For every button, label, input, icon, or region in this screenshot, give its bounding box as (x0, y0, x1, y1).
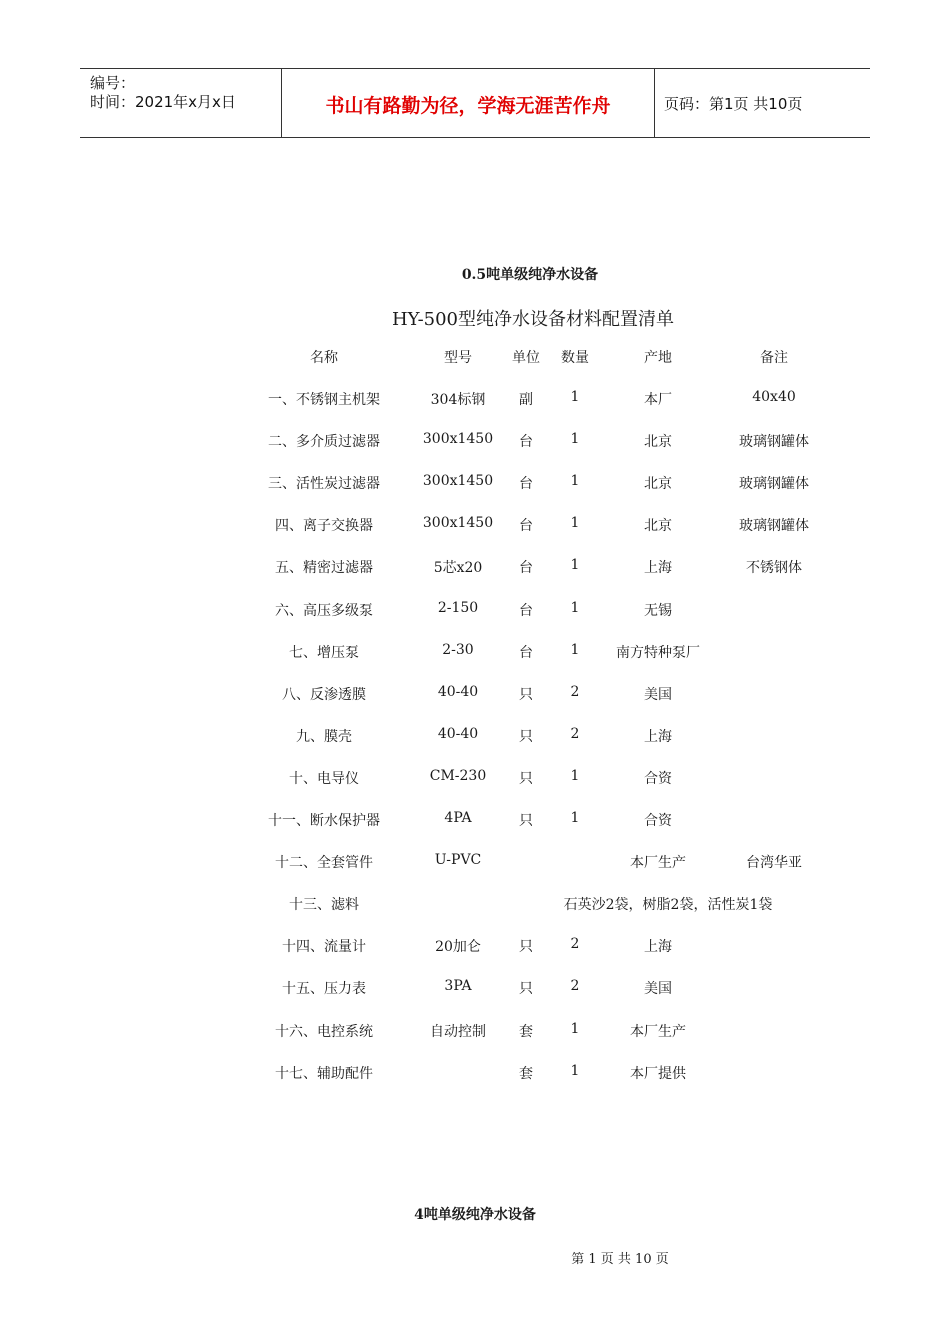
table-cell-quantity: 1 (570, 810, 580, 826)
table-cell-origin: 本厂 (644, 392, 672, 408)
table-cell-origin: 北京 (644, 476, 672, 492)
table-cell-name: 十三、滤料 (289, 897, 359, 913)
table-cell-name: 四、离子交换器 (275, 518, 373, 534)
table-cell-origin: 美国 (644, 687, 672, 703)
table-cell-name: 十一、断水保护器 (268, 813, 380, 829)
table-cell-quantity: 1 (570, 431, 580, 447)
header-meta-cell (80, 69, 282, 137)
table-cell-origin: 南方特种泵厂 (616, 645, 700, 661)
header-page-number: 页码：第1页 共10页 (664, 95, 803, 113)
table-cell-unit: 台 (519, 645, 533, 661)
table-cell-quantity: 2 (570, 726, 580, 742)
table-cell-origin: 美国 (644, 981, 672, 997)
page-header (80, 68, 870, 138)
table-cell-name: 十四、流量计 (282, 939, 366, 955)
table-cell-unit: 只 (519, 939, 533, 955)
table-cell-name: 三、活性炭过滤器 (268, 476, 380, 492)
table-cell-name: 十、电导仪 (289, 771, 359, 787)
table-cell-quantity: 1 (570, 642, 580, 658)
header-page-cell (655, 69, 870, 137)
table-cell-unit: 只 (519, 771, 533, 787)
table-cell-origin: 上海 (644, 939, 672, 955)
table-cell-origin: 本厂生产 (630, 855, 686, 871)
table-cell-origin: 本厂提供 (630, 1066, 686, 1082)
next-section-title: 4吨单级纯净水设备 (414, 1207, 536, 1223)
column-header-name: 名称 (310, 350, 338, 366)
table-cell-origin: 北京 (644, 518, 672, 534)
page-footer: 第 1 页 共 10 页 (571, 1252, 669, 1267)
table-cell-origin: 上海 (644, 729, 672, 745)
table-cell-model: 4PA (444, 810, 472, 826)
table-cell-model: U-PVC (434, 852, 482, 868)
column-header-model: 型号 (444, 350, 472, 366)
table-cell-name: 十五、压力表 (282, 981, 366, 997)
table-cell-note: 台湾华亚 (746, 855, 802, 871)
section-title: 0.5吨单级纯净水设备 (461, 267, 599, 283)
table-cell-unit: 台 (519, 518, 533, 534)
document-number-label: 编号： (90, 74, 136, 92)
table-cell-origin: 北京 (644, 434, 672, 450)
table-cell-unit: 台 (519, 603, 533, 619)
table-cell-unit: 只 (519, 729, 533, 745)
table-cell-name: 八、反渗透膜 (282, 687, 366, 703)
column-header-unit: 单位 (512, 350, 540, 366)
table-cell-unit: 副 (519, 392, 533, 408)
table-cell-unit: 台 (519, 476, 533, 492)
table-cell-name: 七、增压泵 (289, 645, 359, 661)
list-title: HY-500型纯净水设备材料配置清单 (391, 309, 675, 330)
table-cell-model: 5芯x20 (433, 560, 483, 576)
table-cell-quantity: 1 (570, 557, 580, 573)
table-cell-unit: 台 (519, 434, 533, 450)
table-cell-filter-note: 石英沙2袋，树脂2袋，活性炭1袋 (563, 897, 773, 913)
column-header-origin: 产地 (644, 350, 672, 366)
table-cell-name: 十七、辅助配件 (275, 1066, 373, 1082)
table-cell-unit: 套 (519, 1066, 533, 1082)
table-cell-note: 玻璃钢罐体 (739, 476, 809, 492)
table-cell-model: 300x1450 (422, 473, 494, 489)
column-header-note: 备注 (760, 350, 788, 366)
table-cell-quantity: 1 (570, 1021, 580, 1037)
table-cell-name: 一、不锈钢主机架 (268, 392, 380, 408)
table-cell-quantity: 2 (570, 936, 580, 952)
table-cell-name: 十六、电控系统 (275, 1024, 373, 1040)
column-header-quantity: 数量 (561, 350, 589, 366)
table-cell-unit: 只 (519, 981, 533, 997)
table-cell-model: 304标钢 (430, 392, 486, 408)
table-cell-model: CM-230 (429, 768, 487, 784)
table-cell-unit: 只 (519, 813, 533, 829)
table-cell-note: 40x40 (752, 389, 796, 405)
table-cell-origin: 合资 (644, 813, 672, 829)
table-cell-model: 2-150 (437, 600, 479, 616)
header-motto: 书山有路勤为径，学海无涯苦作舟 (325, 95, 611, 117)
table-cell-unit: 台 (519, 560, 533, 576)
table-cell-unit: 套 (519, 1024, 533, 1040)
table-cell-origin: 上海 (644, 560, 672, 576)
table-cell-quantity: 1 (570, 768, 580, 784)
table-cell-model: 自动控制 (430, 1024, 486, 1040)
table-cell-model: 2-30 (442, 642, 474, 658)
table-cell-quantity: 1 (570, 600, 580, 616)
header-motto-cell (282, 69, 655, 137)
table-cell-name: 九、膜壳 (296, 729, 352, 745)
table-cell-name: 二、多介质过滤器 (268, 434, 380, 450)
document-time-label: 时间：2021年x月x日 (90, 93, 236, 111)
table-cell-model: 40-40 (437, 726, 479, 742)
table-cell-origin: 本厂生产 (630, 1024, 686, 1040)
table-cell-quantity: 2 (570, 684, 580, 700)
table-cell-model: 3PA (444, 978, 472, 994)
table-cell-quantity: 1 (570, 473, 580, 489)
table-cell-name: 十二、全套管件 (275, 855, 373, 871)
table-cell-name: 五、精密过滤器 (275, 560, 373, 576)
table-cell-name: 六、高压多级泵 (275, 603, 373, 619)
table-cell-unit: 只 (519, 687, 533, 703)
table-cell-model: 300x1450 (422, 431, 494, 447)
table-cell-quantity: 2 (570, 978, 580, 994)
table-cell-model: 20加仑 (435, 939, 481, 955)
table-cell-model: 40-40 (437, 684, 479, 700)
table-cell-quantity: 1 (570, 1063, 580, 1079)
table-cell-origin: 无锡 (644, 603, 672, 619)
table-cell-note: 玻璃钢罐体 (739, 434, 809, 450)
table-cell-note: 玻璃钢罐体 (739, 518, 809, 534)
table-cell-quantity: 1 (570, 515, 580, 531)
table-cell-quantity: 1 (570, 389, 580, 405)
table-cell-note: 不锈钢体 (746, 560, 802, 576)
table-cell-origin: 合资 (644, 771, 672, 787)
table-cell-model: 300x1450 (422, 515, 494, 531)
